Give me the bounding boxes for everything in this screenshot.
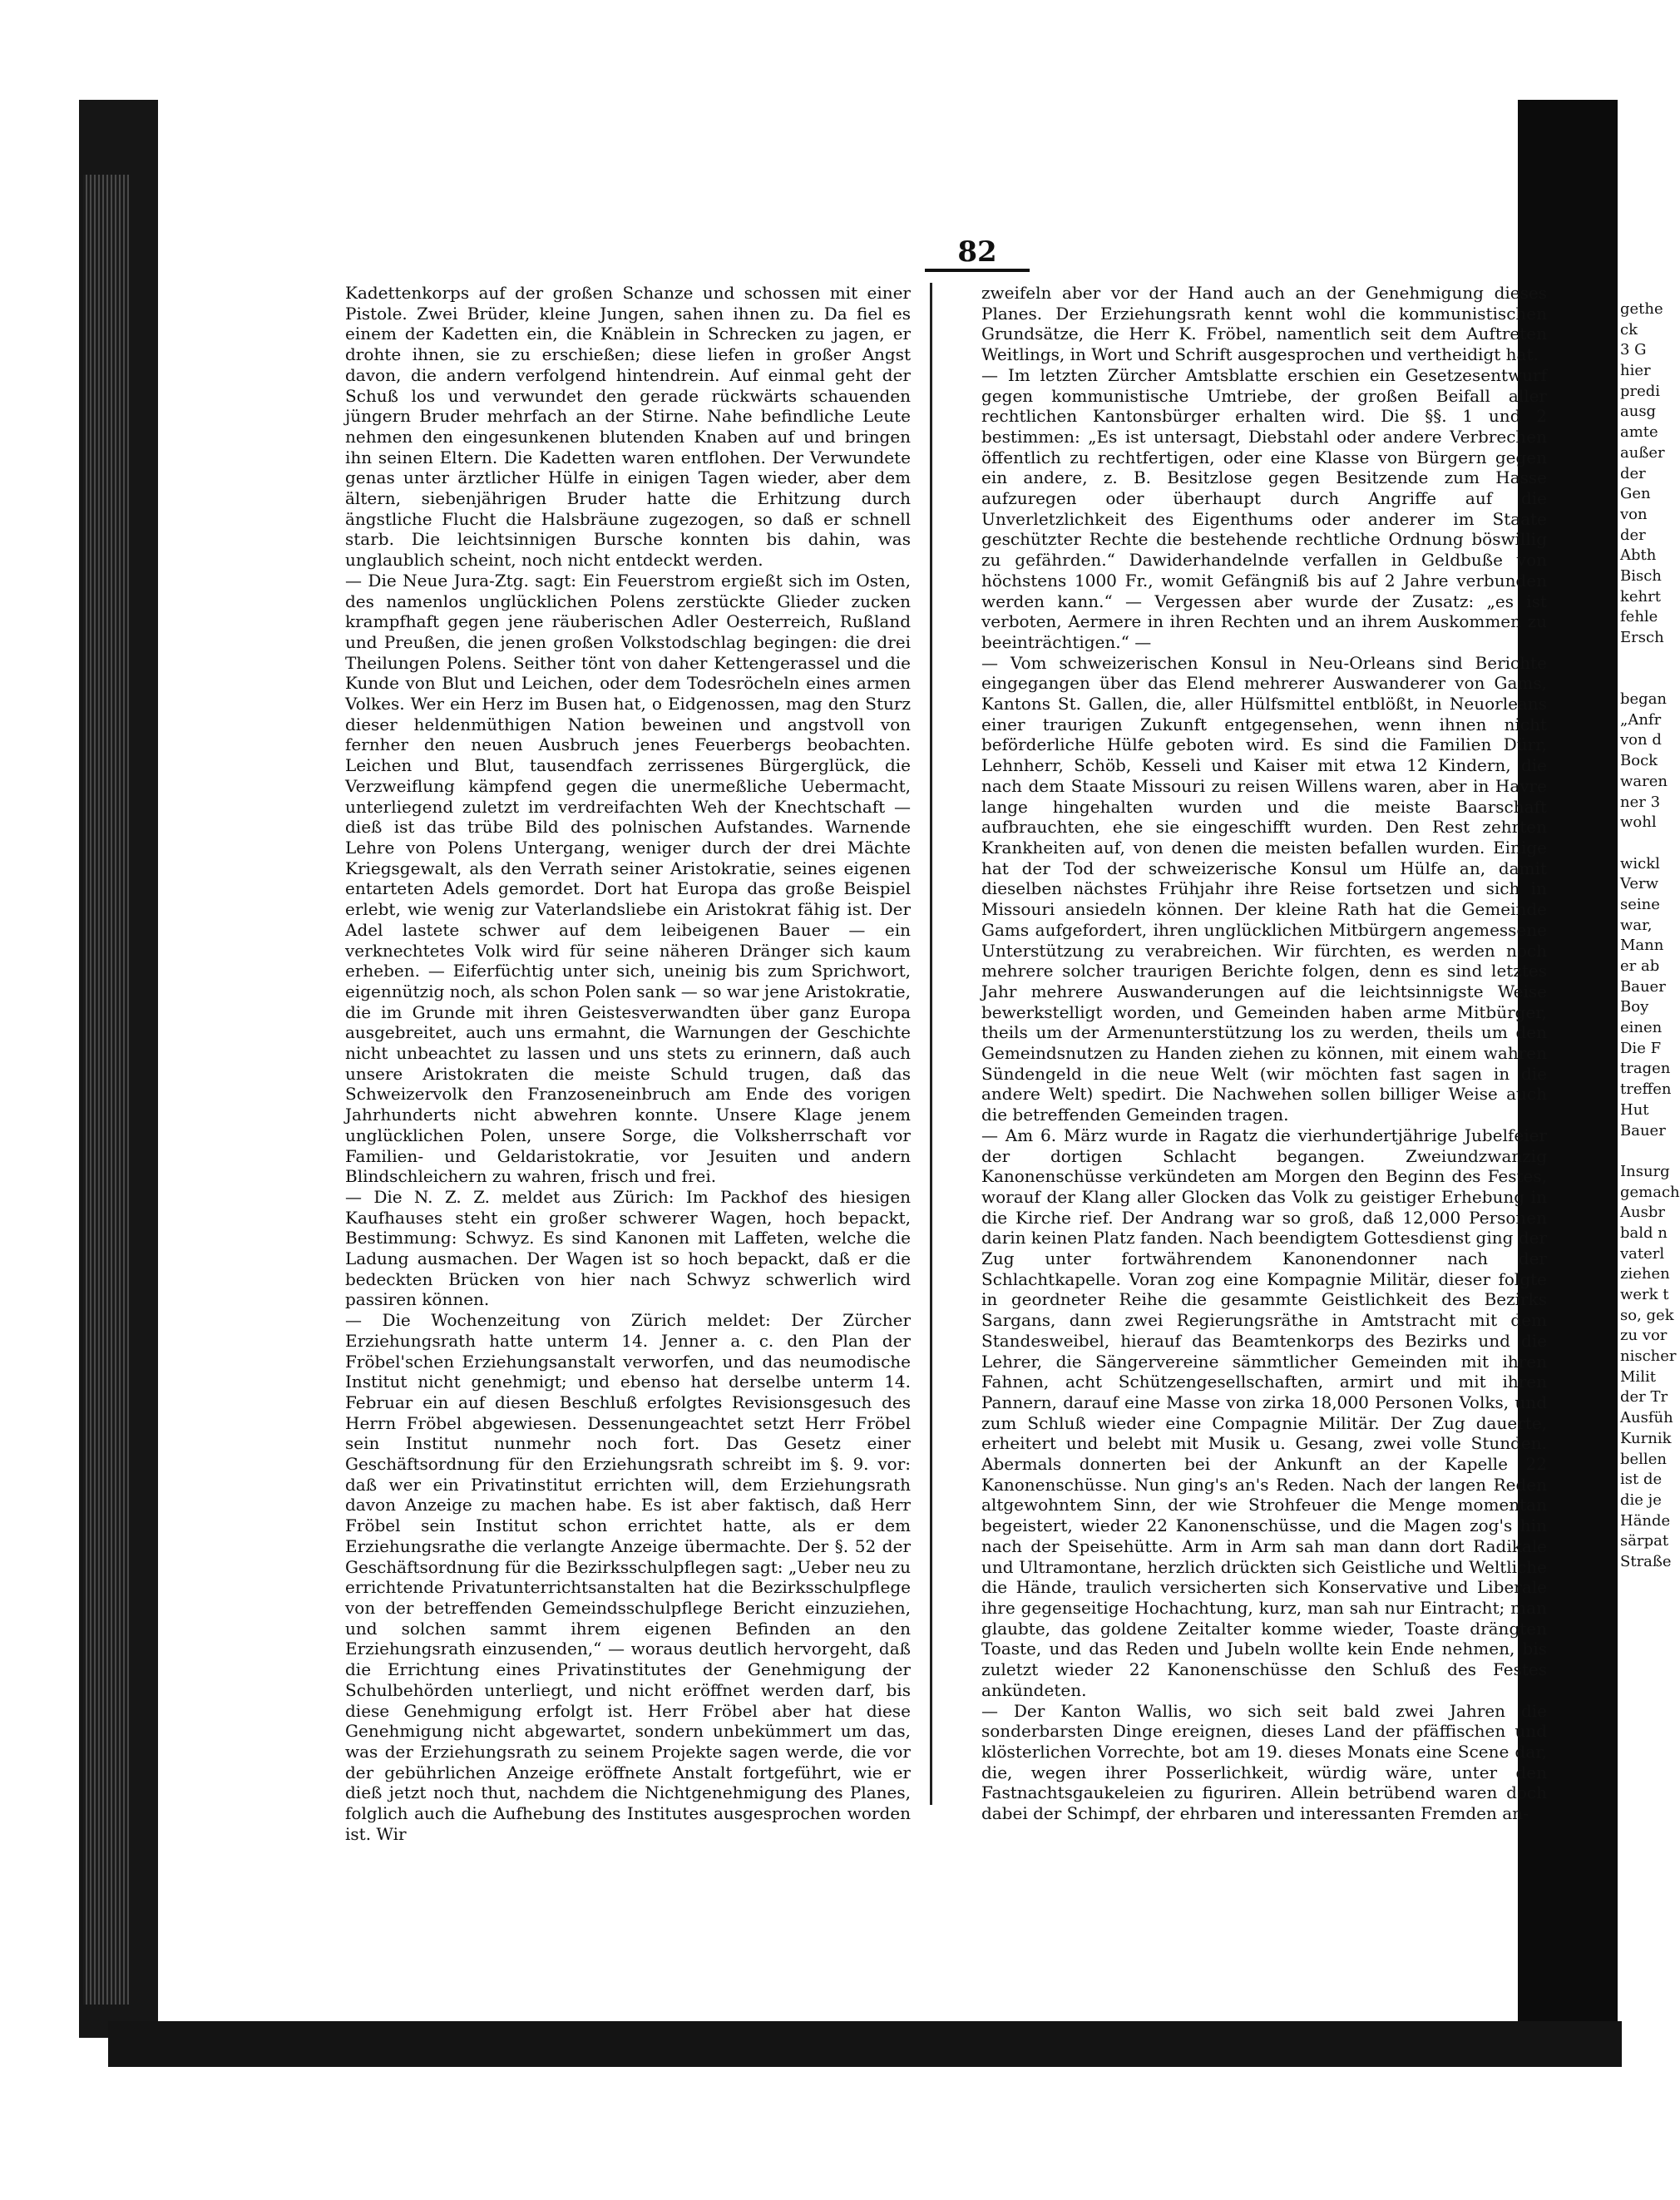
edge-fragment: kehrt bbox=[1620, 587, 1661, 606]
page-bottom-shadow bbox=[108, 2021, 1622, 2067]
right-column bbox=[981, 283, 1547, 1824]
page-number: 82 bbox=[957, 235, 997, 269]
article-paragraph: — Vom schweizerischen Konsul in Neu-Orleans sind Berichte eingegangen über das Elend mehrerer Auswanderer von Gams, Kantons St. Gallen, die, aller Hülfsmittel entblößt, in Neuorleans einer traurigen Zukunft entgegensehen, wenn ihnen nicht beförderliche Hülfe geboten wird. Es sind die Familien Dürr, Lehnherr, Schöb, Kesseli und Kaiser mit etwa 12 Kindern, die nach dem Staate Missouri zu reisen Willens waren, aber in Havre lange hingehalten wurden und die meiste Baarschaft aufbrauchten, ehe sie eingeschifft wurden. Den Rest zehrten Krankheiten auf, von denen die meisten befallen wurden. Einige hat der Tod der schweizerische Konsul um Hülfe an, damit dieselben nächstes Frühjahr ihre Reise fortsetzen und sich in Missouri ansiedeln können. Der kleine Rath hat die Gemeinde Gams aufgefordert, ihren unglücklichen Mitbürgern angemessene Unterstützung zu verabreichen. Wir fürchten, es werden noch mehrere solcher traurigen Berichte folgen, denn es sind letztes Jahr mehrere Auswanderungen auf die leichtsinnigste Weise bewerkstelligt worden, und Gemeinden haben arme Mitbürger, theils um der Armenunterstützung los zu werden, theils um den Gemeindsnutzen zu Handen ziehen zu können, mit einem wahren Sündengeld in die neue Welt (wir möchten fast sagen in die andere Welt) spedirt. Die Nachwehen sollen billiger Weise auch die betreffenden Gemeinden tragen. bbox=[981, 652, 1547, 1125]
edge-fragment: waren bbox=[1620, 772, 1668, 790]
edge-fragment: seine bbox=[1620, 895, 1660, 913]
edge-fragment: Ausfüh bbox=[1620, 1409, 1673, 1427]
edge-fragment: gethe bbox=[1620, 300, 1663, 318]
page-number-rule bbox=[925, 269, 1030, 272]
edge-fragment: Bauer bbox=[1620, 1121, 1666, 1140]
article-paragraph: Kadettenkorps auf der großen Schanze und schossen mit einer Pistole. Zwei Brüder, kleine Jungen, sahen ihnen zu. Da fiel es einem der Kadetten ein, die Knäblein in Schrecken zu jagen, er drohte ihnen, sie zu erschießen; diese liefen in großer Angst davon, die andern verfolgend hintendrein. Auf einmal geht der Schuß los und verwundet den gerade rückwärts schauenden jüngern Bruder mehrfach an der Stirne. Nahe befindliche Leute nehmen den eingesunkenen blutenden Knaben auf und bringen ihn seinen Eltern. Die Kadetten waren entflohen. Der Verwundete genas unter ärztlicher Hülfe in einigen Tagen wieder, aber dem ältern, siebenjährigen Bruder hatte die Erhitzung durch ängstliche Flucht die Halsbräune zugezogen, so daß er schnell starb. Die leichtsinnigen Bursche konnten bis dahin, was unglaublich scheint, noch nicht entdeckt werden. bbox=[345, 283, 911, 571]
article-paragraph: — Im letzten Zürcher Amtsblatte erschien ein Gesetzesentwurf gegen kommunistische Umtriebe, der großen Beifall aller rechtlichen Kantonsbürger erhalten wird. Die §§. 1 und 2 bestimmen: „Es ist untersagt, Diebstahl oder andere Verbrechen öffentlich zu rechtfertigen, oder eine Klasse von Bürgern gegen ein andere, z. B. Besitzlose gegen Besitzende zum Hasse aufzuregen oder überhaupt durch Angriffe auf die Unverletzlichkeit des Eigenthums oder anderer im Staate geschützter Rechte die bestehende rechtliche Ordnung böswillig zu gefährden.“ Dawiderhandelnde verfallen in Geldbuße von höchstens 1000 Fr., womit Gefängniß bis auf 2 Jahre verbunden werden kann.“ — Vergessen aber wurde der Zusatz: „es ist verboten, Aermere in ihren Rechten und an ihrem Auskommen zu beeinträchtigen.“ — bbox=[981, 364, 1547, 652]
edge-fragment: Mann bbox=[1620, 937, 1664, 955]
edge-fragment: ist de bbox=[1620, 1471, 1663, 1489]
edge-fragment: bellen bbox=[1620, 1450, 1667, 1468]
article-paragraph: — Die N. Z. Z. meldet aus Zürich: Im Packhof des hiesigen Kaufhauses steht ein großer schwerer Wagen, hoch bepackt, Bestimmung: Schwyz. Es sind Kanonen mit Laffeten, welche die Ladung ausmachen. Der Wagen ist so hoch bepackt, daß er die bedeckten Brücken von hier nach Schwyz schwerlich wird passiren können. bbox=[345, 1186, 911, 1310]
edge-fragment: Bauer bbox=[1620, 977, 1666, 996]
article-paragraph: — Die Neue Jura-Ztg. sagt: Ein Feuerstrom ergießt sich im Osten, des namenlos unglücklichen Polens zerstückte Glieder zucken krampfhaft gegen jene räuberischen Adler Oesterreich, Rußland und Preußen, die jenen großen Volkstodschlag begingen: die drei Theilungen Polens. Seither tönt von daher Kettengerassel und die Kunde von Blut und Leichen, oder dem Todesröcheln eines armen Volkes. Wer ein Herz im Busen hat, o Eidgenossen, mag den Sturz dieser heldenmüthigen Nation beweinen und angstvoll von fernher den neuen Ausbruch jenes Feuerbergs beobachten. Leichen und Blut, tausendfach zerrissenes Bürgerglück, die Verzweiflung kämpfend gegen die unermeßliche Uebermacht, unterliegend zuletzt im verdreifachten Weh der Knechtschaft — dieß ist das trübe Bild des polnischen Aufstandes. Warnende Lehre von Polens Untergang, weniger durch der drei Mächte Kriegsgewalt, als den Verrath seiner Aristokratie, seines eigenen entarteten Adels gemordet. Dort hat Europa das große Beispiel erlebt, wie wenig zur Vaterlandsliebe ein Aristokrat fähig ist. Der Adel lastete schwer auf dem leibeigenen Bauer — ein verknechtetes Volk wird für seine näheren Dränger sich kaum erheben. — Eiferfüchtig unter sich, uneinig bis zum Sprichwort, eigennützig noch, als schon Polen sank — so war jene Aristokratie, die im Grunde mit ihren Geistesverwandten über ganz Europa ausgebreitet, auch uns ermahnt, die Warnungen der Geschichte nicht unbeachtet zu lassen und uns stets zu erinnern, daß auch unsere Aristokraten die meiste Schuld trugen, daß das Schweizervolk den Franzoseneinbruch am Ende des vorigen Jahrhunderts nicht abwehren konnte. Unsere Klage jenem unglücklichen Polen, unsere Sorge, die Volksherrschaft vor Familien- und Geldaristokratie, vor Jesuiten und andern Blindschleichern zu wahren, frisch und frei. bbox=[345, 570, 911, 1187]
edge-fragment: tragen bbox=[1620, 1060, 1671, 1078]
edge-fragment: treffen bbox=[1620, 1080, 1672, 1099]
edge-fragment: Insurg bbox=[1620, 1162, 1670, 1180]
edge-fragment: einen bbox=[1620, 1019, 1663, 1037]
edge-fragment bbox=[1620, 833, 1663, 854]
edge-fragment: so, gek bbox=[1620, 1306, 1674, 1324]
edge-fragment: hier bbox=[1620, 362, 1651, 380]
edge-fragment: Verw bbox=[1620, 875, 1659, 893]
edge-fragment: began bbox=[1620, 690, 1668, 709]
edge-fragment: „Anfr bbox=[1620, 710, 1662, 729]
edge-fragment: ziehen bbox=[1620, 1265, 1670, 1283]
edge-fragment: zu vor bbox=[1620, 1327, 1668, 1345]
edge-fragment: der Tr bbox=[1620, 1388, 1668, 1407]
edge-fragment: war, bbox=[1620, 916, 1653, 934]
edge-fragment: Hut bbox=[1620, 1100, 1649, 1119]
edge-fragment: predi bbox=[1620, 382, 1661, 400]
edge-fragment: die je bbox=[1620, 1491, 1662, 1509]
edge-fragment: der bbox=[1620, 526, 1646, 544]
edge-fragment: Die F bbox=[1620, 1039, 1662, 1057]
edge-fragment: Ersch bbox=[1620, 629, 1664, 646]
article-paragraph: — Am 6. März wurde in Ragatz die vierhundertjährige Jubelfeier der dortigen Schlacht begangen. Zweiundzwanzig Kanonenschüsse verkündeten am Morgen den Beginn des Festes, worauf der Klang aller Glocken das Volk zu geistiger Erhebung in die Kirche rief. Der Andrang war so groß, daß 12,000 Personen darin keinen Platz fanden. Nach beendigtem Gottesdienst ging der Zug unter fortwährendem Kanonendonner nach der Schlachtkapelle. Voran zog eine Kompagnie Militär, dieser folgte in geordneter Reihe die gesammte Geistlichkeit des Bezirks Sargans, dann zwei Regierungsräthe in Amtstracht mit dem Standesweibel, hierauf das Beamtenkorps des Bezirks und die Lehrer, die Sängervereine sämmtlicher Gemeinden mit ihren Fahnen, acht Schützengesellschaften, armirt und mit ihren Pannern, darauf eine Masse von zirka 18,000 Personen Volks, und zum Schluß wieder eine Compagnie Militär. Der Zug dauerte, erheitert und belebt mit Musik u. Gesang, zwei volle Stunden. Abermals donnerten bei der Ankunft an der Kapelle 22 Kanonenschüsse. Nun ging's an's Reden. Nach der langen Reden altgewohntem Sinn, der wie Strohfeuer die Menge momentan begeistert, wieder 22 Kanonenschüsse, und die Magen zog's hin nach der Speisehütte. Arm in Arm sah man dann dort Radikale und Ultramontane, herzlich drückten sich Geistliche und Weltliche die Hände, traulich versicherten sich Konservative und Liberale ihre gegenseitige Hochachtung, kurz, man sah nur Eintracht; man glaubte, das goldene Zeitalter komme wieder, Toaste drängten Toaste, und das Reden und Jubeln wollte kein Ende nehmen, bis zuletzt wieder 22 Kanonenschüsse den Schluß des Festes ankündeten. bbox=[981, 1125, 1547, 1700]
edge-fragment bbox=[1620, 649, 1663, 670]
next-page-edge-text bbox=[1620, 299, 1680, 1573]
edge-fragment: Bisch bbox=[1620, 566, 1662, 585]
edge-fragment: Abth bbox=[1620, 546, 1657, 565]
edge-fragment: 3 G bbox=[1620, 341, 1647, 359]
edge-fragment: er ab bbox=[1620, 957, 1660, 975]
edge-fragment: nischer bbox=[1620, 1347, 1677, 1366]
article-paragraph: — Der Kanton Wallis, wo sich seit bald zwei Jahren die sonderbarsten Dinge ereignen, dieses Land der pfäffischen und klösterlichen Vorrechte, bot am 19. dieses Monats eine Scene dar, die, wegen ihrer Posserlichkeit, würdig wäre, unter den Fastnachtsgaukeleien zu figuriren. Allein betrübend waren doch dabei der Schimpf, der ehrbaren und interessanten Fremden an- bbox=[981, 1700, 1547, 1824]
book-page-stack bbox=[83, 175, 129, 2005]
left-column bbox=[345, 283, 911, 1844]
article-paragraph: zweifeln aber vor der Hand auch an der Genehmigung dieses Planes. Der Erziehungsrath kennt wohl die kommunistischen Grundsätze, die Herr K. Fröbel, namentlich seit dem Auftreten Weitlings, in Wort und Schrift ausgesprochen und vertheidigt hat. bbox=[981, 283, 1547, 365]
edge-fragment: vaterl bbox=[1620, 1244, 1665, 1263]
edge-fragment: Bock bbox=[1620, 752, 1658, 770]
edge-fragment: Kurnik bbox=[1620, 1429, 1672, 1447]
edge-fragment: Ausbr bbox=[1620, 1204, 1665, 1222]
edge-fragment: gemach bbox=[1620, 1183, 1680, 1201]
edge-fragment bbox=[1620, 669, 1663, 690]
edge-fragment: ausg bbox=[1620, 403, 1657, 421]
edge-fragment bbox=[1620, 1141, 1663, 1162]
edge-fragment: von d bbox=[1620, 731, 1662, 749]
edge-fragment: Hände bbox=[1620, 1511, 1671, 1530]
edge-fragment: fehle bbox=[1620, 608, 1658, 626]
edge-fragment: ner 3 bbox=[1620, 793, 1661, 811]
edge-fragment: werk t bbox=[1620, 1286, 1669, 1303]
edge-fragment: Boy bbox=[1620, 998, 1649, 1016]
edge-fragment: Milit bbox=[1620, 1367, 1656, 1386]
edge-fragment: ck bbox=[1620, 320, 1638, 339]
edge-fragment: Gen bbox=[1620, 485, 1651, 503]
article-paragraph: — Die Wochenzeitung von Zürich meldet: Der Zürcher Erziehungsrath hatte unterm 14. Jenner a. c. den Plan der Fröbel'schen Erziehungsanstalt verworfen, und das neumodische Institut nicht genehmigt; und ebenso hat derselbe unterm 14. Februar ein auf diesen Beschluß erfolgtes Revisionsgesuch des Herrn Fröbel abgewiesen. Dessenungeachtet setzt Herr Fröbel sein Institut nunmehr noch fort. Das Gesetz einer Geschäftsordnung für den Erziehungsrath schreibt im §. 9. vor: daß wer ein Privatinstitut errichten will, dem Erziehungsrath davon Anzeige zu machen habe. Es ist aber faktisch, daß Herr Fröbel sein Institut schon errichtet hatte, als er dem Erziehungsrathe die verlangte Anzeige übermachte. Der §. 52 der Geschäftsordnung für die Bezirksschulpflegen sagt: „Ueber neu zu errichtende Privatunterrichtsanstalten hat die Bezirksschulpflege von der betreffenden Gemeindsschulpflege Bericht einzuziehen, und solchen sammt ihrem eigenen Befinden an den Erziehungsrath einzusenden,“ — woraus deutlich hervorgeht, daß die Errichtung eines Privatinstitutes der Genehmigung der Schulbehörden unterliegt, und nicht eröffnet werden darf, bis diese Genehmigung erfolgt ist. Herr Fröbel aber hat diese Genehmigung nicht abgewartet, sondern unbekümmert um das, was der Erziehungsrath zu seinem Projekte sagen werde, die vor der gebührlichen Anzeige eröffnete Anstalt fortgeführt, wie er dieß jetzt noch thut, nachdem die Nichtgenehmigung des Planes, folglich auch die Aufhebung des Institutes ausgesprochen worden ist. Wir bbox=[345, 1310, 911, 1844]
edge-fragment: von bbox=[1620, 505, 1648, 523]
edge-fragment: außer bbox=[1620, 443, 1665, 462]
column-divider bbox=[930, 283, 932, 1805]
edge-fragment: Straße bbox=[1620, 1552, 1672, 1570]
edge-fragment: amte bbox=[1620, 423, 1658, 442]
edge-fragment: bald n bbox=[1620, 1224, 1668, 1242]
edge-fragment: särpat bbox=[1620, 1532, 1669, 1550]
edge-fragment: wohl bbox=[1620, 813, 1657, 832]
edge-fragment: der bbox=[1620, 464, 1646, 482]
edge-fragment: wickl bbox=[1620, 854, 1660, 873]
